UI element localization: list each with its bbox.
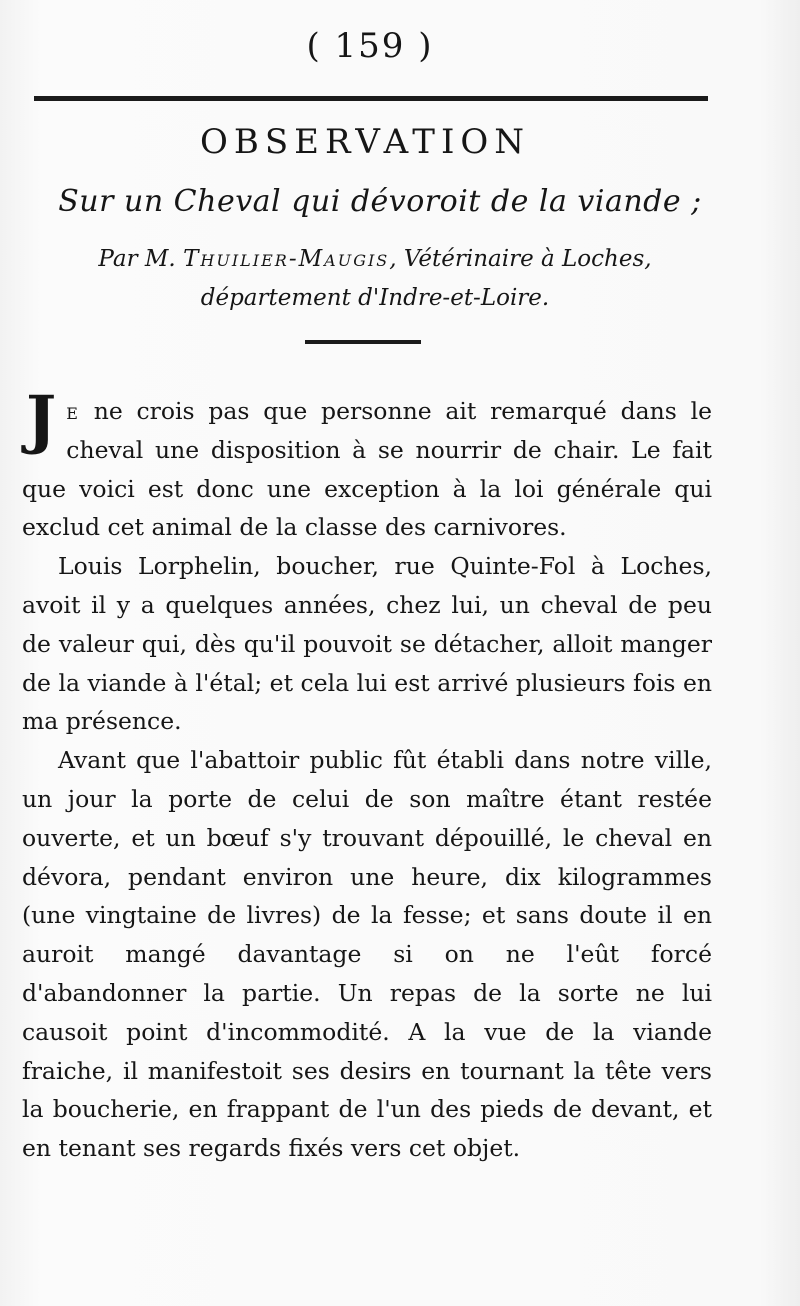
- paragraph-2: Louis Lorphelin, boucher, rue Quinte-Fol à Loches, avoit il y a quelques années, chez lui, un cheval de peu de valeur qui, dès qu'il pouvoit se détacher, alloit manger de la viande à l'étal; et cela lui est arrivé plusieurs fois en ma présence.: [22, 552, 712, 736]
- byline-prefix: Par M.: [98, 246, 184, 272]
- article-subtitle: Sur un Cheval qui dévoroit de la viande ;: [58, 184, 702, 219]
- byline-place: département d'Indre-et-Loire.: [200, 285, 550, 311]
- byline-role: , Vétérinaire à Loches,: [389, 246, 652, 272]
- byline-author: Thuilier-Maugis: [183, 246, 390, 272]
- drop-cap-rest: e: [66, 397, 80, 425]
- header-rule: [34, 96, 708, 101]
- paragraph-1-text: ne crois pas que personne ait remarqué dans le cheval une disposition à se nourrir de chair. Le fait que voici est donc une exception à la loi générale qui exclud cet animal de la classe des carnivores.: [22, 397, 712, 542]
- article-title: OBSERVATION: [199, 122, 531, 162]
- drop-cap: J: [26, 382, 57, 457]
- byline: [30, 240, 720, 318]
- paragraph-3: Avant que l'abattoir public fût établi dans notre ville, un jour la porte de celui de son maître étant restée ouverte, et un bœuf s'y trouvant dépouillé, le cheval en dévora, pendant environ une heure, dix kilogrammes (une vingtaine de livres) de la fesse; et sans doute il en auroit mangé davantage si on ne l'eût forcé d'abandonner la partie. Un repas de la sorte ne lui causoit point d'incommodité. A la vue de la viande fraiche, il manifestoit ses desirs en tournant la tête vers la boucherie, en frappant de l'un des pieds de devant, et en tenant ses regards fixés vers cet objet.: [22, 746, 712, 1163]
- page-number: ( 159 ): [306, 26, 434, 66]
- body-text: [22, 382, 712, 1168]
- paragraph-1: [22, 382, 712, 547]
- section-rule: [305, 340, 421, 344]
